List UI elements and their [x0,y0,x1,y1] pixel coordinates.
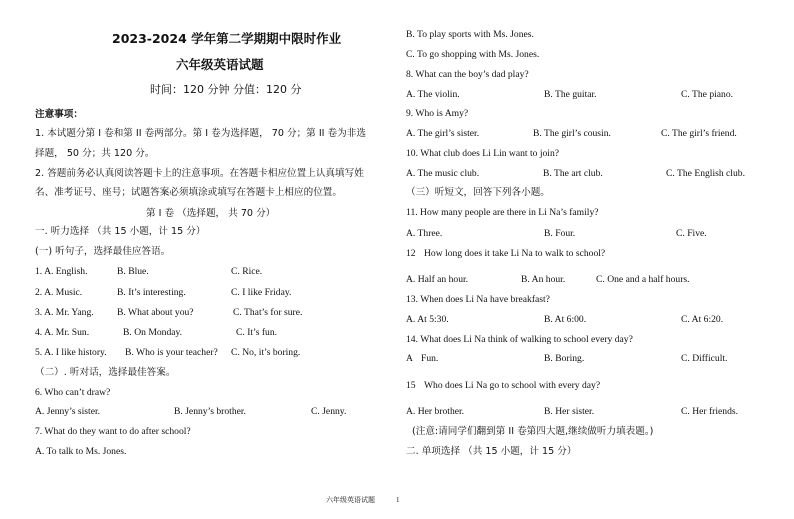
option: A. Three. [406,228,443,239]
section-heading: 二. 单项选择 （共 15 小题，计 15 分） [406,446,577,457]
option: C. I like Friday. [231,287,292,298]
question: How long does it take Li Na to walk to school? [424,248,606,259]
option: C. One and a half hours. [596,274,690,285]
listening-heading: 一. 听力选择 （共 15 小题，计 15 分） [35,226,206,237]
option: Fun. [421,353,439,364]
page-number: 1 [396,496,400,504]
question: 7. What do they want to do after school? [35,426,191,437]
option: B. It’s interesting. [117,287,186,298]
time-score: 时间：120 分钟 分值：120 分 [150,83,302,96]
question-number: 15 [406,380,416,391]
question: 10. What club does Li Lin want to join? [406,148,560,159]
question: 9. Who is Amy? [406,108,469,119]
question: 14. What does Li Na think of walking to school every day? [406,334,633,345]
option: A. Jenny’s sister. [35,406,101,417]
option: A. Her brother. [406,406,465,417]
notes-line: 1. 本试题分第 I 卷和第 II 卷两部分。第 I 卷为选择题， 70 分；第 II 卷为非选 [35,128,366,139]
option: B. An hour. [521,274,566,285]
option: C. The girl’s friend. [661,128,737,139]
option: A. The violin. [406,89,460,100]
notes-heading: 注意事项： [35,109,83,120]
option: C. Jenny. [311,406,347,417]
part-heading: （二）. 听对话，选择最佳答案。 [35,367,176,378]
question: 13. When does Li Na have breakfast? [406,294,550,305]
option: B. What about you? [117,307,194,318]
option: C. Five. [676,228,707,239]
option: A. Half an hour. [406,274,469,285]
footer-label: 六年级英语试题 [326,496,375,504]
option: 1. A. English. [35,266,88,277]
exam-subject: 六年级英语试题 [176,57,264,72]
option: B. At 6:00. [544,314,587,325]
option: C. The English club. [666,168,745,179]
note: (注意:请同学们翻到第 II 卷第四大题,继续做听力填表题。) [412,426,654,437]
exam-title: 2023-2024 学年第二学期期中限时作业 [112,31,342,46]
option: C. The piano. [681,89,734,100]
option: A. The music club. [406,168,480,179]
question: 8. What can the boy’s dad play? [406,69,529,80]
option: C. Rice. [231,266,263,277]
option: B. The guitar. [544,89,597,100]
option: C. That’s for sure. [233,307,303,318]
option: B. Four. [544,228,576,239]
option: B. Who is your teacher? [125,347,218,358]
option: B. The girl’s cousin. [533,128,611,139]
option: A. The girl’s sister. [406,128,480,139]
notes-line: 名、准考证号、座号；试题答案必须填涂或填写在答题卡上相应的位置。 [35,187,342,198]
option: B. To play sports with Ms. Jones. [406,29,534,40]
option: B. Blue. [117,266,149,277]
question: 11. How many people are there in Li Na’s family? [406,207,599,218]
option: 3. A. Mr. Yang. [35,307,94,318]
option: A. At 5:30. [406,314,449,325]
volume-heading: 第 I 卷 （选择题， 共 70 分） [146,208,276,219]
option: B. The art club. [543,168,603,179]
option: B. On Monday. [123,327,183,338]
option: 5. A. I like history. [35,347,107,358]
question: 6. Who can’t draw? [35,387,111,398]
option: 4. A. Mr. Sun. [35,327,90,338]
option: C. Her friends. [681,406,739,417]
option: C. At 6:20. [681,314,724,325]
notes-line: 2. 答题前务必认真阅读答题卡上的注意事项。在答题卡相应位置上认真填写姓 [35,168,364,179]
option: C. To go shopping with Ms. Jones. [406,49,540,60]
notes-line: 择题， 50 分；共 120 分。 [35,148,155,159]
option: 2. A. Music. [35,287,83,298]
question: Who does Li Na go to school with every day? [424,380,601,391]
option: C. No, it’s boring. [231,347,301,358]
option: B. Boring. [544,353,585,364]
question-number: 12 [406,248,416,259]
part-heading: （三）听短文，回答下列各小题。 [406,187,550,198]
option: C. Difficult. [681,353,728,364]
option: B. Her sister. [544,406,595,417]
option: C. It’s fun. [236,327,278,338]
option-letter: A [406,353,413,364]
option: A. To talk to Ms. Jones. [35,446,127,457]
option: B. Jenny’s brother. [174,406,246,417]
part-heading: (一) 听句子，选择最佳应答语。 [35,246,171,257]
